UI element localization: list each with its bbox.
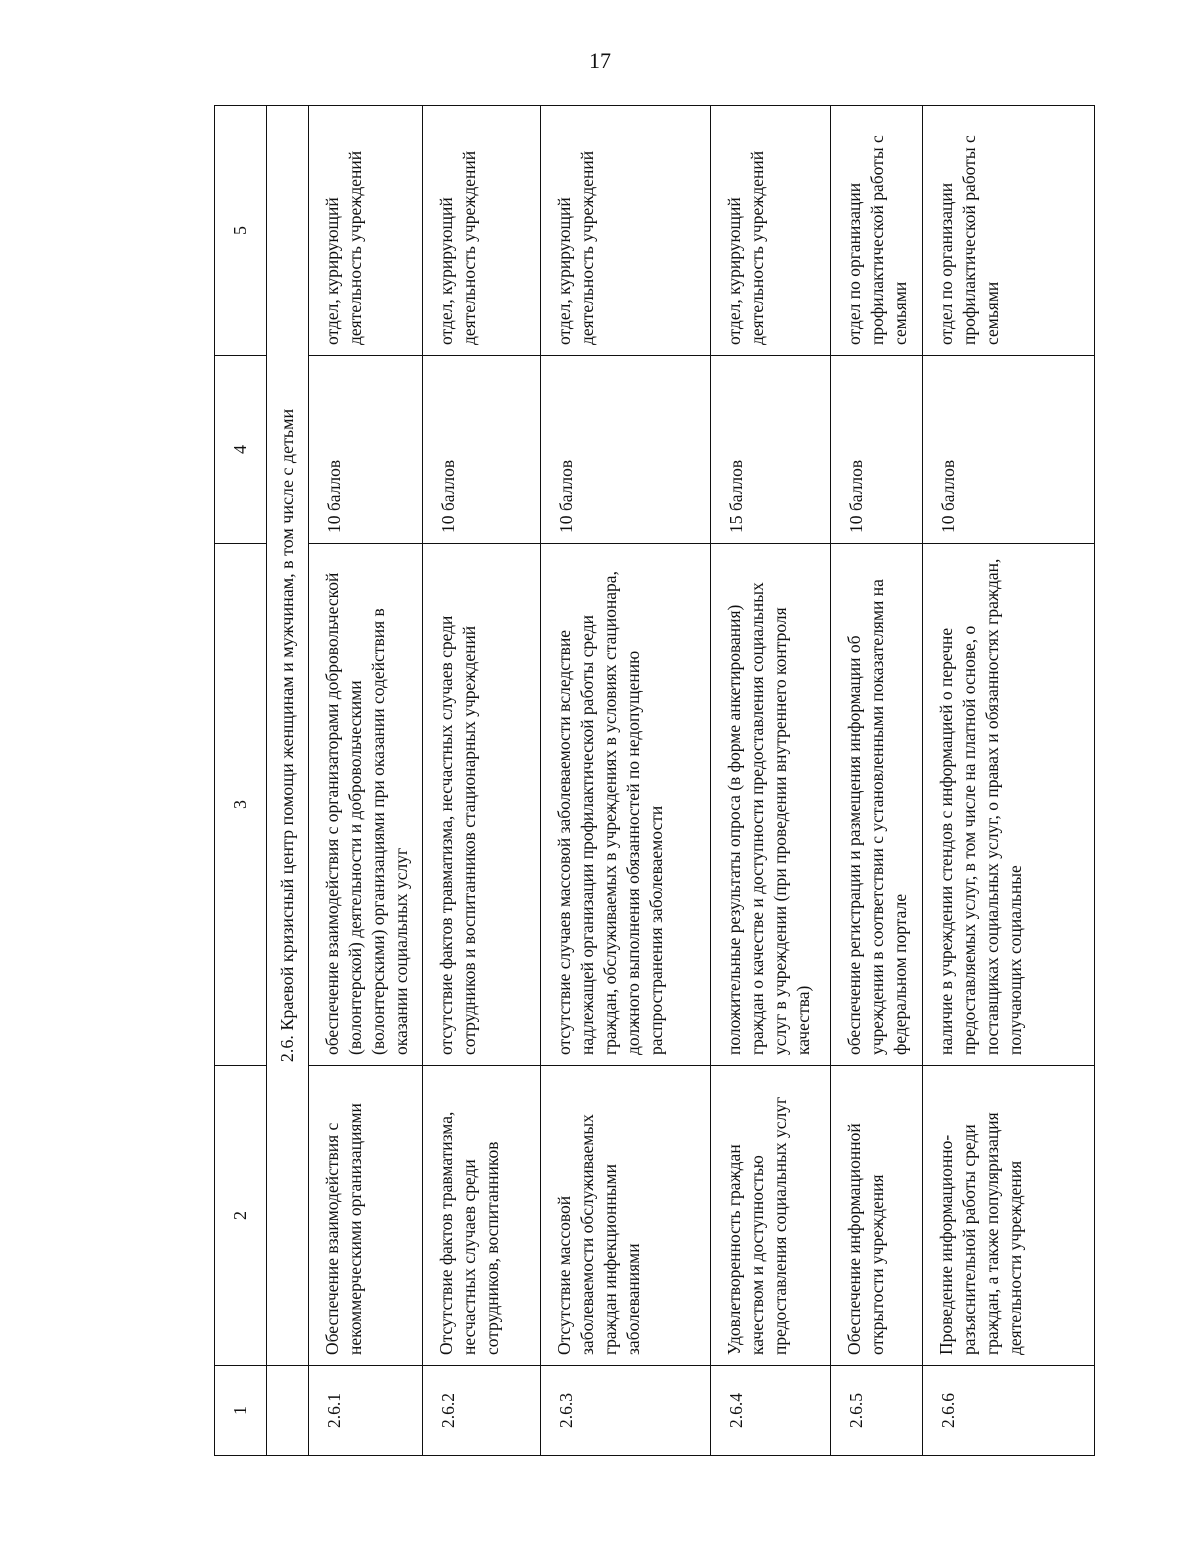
section-row	[267, 106, 309, 1456]
column-header-2: 2	[215, 1066, 267, 1366]
criterion-cell: обеспечение регистрации и размещения информации об учреждении в соответствии с установленными показателями на федеральном портале	[831, 544, 923, 1066]
row-number: 2.6.4	[711, 1366, 831, 1456]
indicator-cell: Отсутствие массовой заболеваемости обслуживаемых граждан инфекционными заболеваниями	[541, 1066, 711, 1366]
column-header-5: 5	[215, 106, 267, 356]
points-cell: 10 баллов	[309, 356, 423, 544]
row-number: 2.6.5	[831, 1366, 923, 1456]
column-header-3: 3	[215, 544, 267, 1066]
table-row	[541, 106, 711, 1456]
responsible-cell: отдел, курирующий деятельность учреждений	[309, 106, 423, 356]
responsible-cell: отдел, курирующий деятельность учреждений	[423, 106, 541, 356]
table-row	[711, 106, 831, 1456]
indicator-cell: Обеспечение информационной открытости учреждения	[831, 1066, 923, 1366]
indicator-cell: Проведение информационно-разъяснительной работы среди граждан, а также популяризация деятельности учреждения	[923, 1066, 1095, 1366]
points-cell: 10 баллов	[423, 356, 541, 544]
responsible-cell: отдел по организации профилактической работы с семьями	[923, 106, 1095, 356]
criteria-table	[214, 105, 1095, 1456]
indicator-cell: Обеспечение взаимодействия с некоммерческими организациями	[309, 1066, 423, 1366]
table-row	[423, 106, 541, 1456]
row-number: 2.6.3	[541, 1366, 711, 1456]
indicator-cell: Отсутствие фактов травматизма, несчастных случаев среди сотрудников, воспитанников	[423, 1066, 541, 1366]
indicator-cell: Удовлетворенность граждан качеством и доступностью предоставления социальных услуг	[711, 1066, 831, 1366]
points-cell: 10 баллов	[541, 356, 711, 544]
table-row	[923, 106, 1095, 1456]
points-cell: 10 баллов	[923, 356, 1095, 544]
responsible-cell: отдел по организации профилактической работы с семьями	[831, 106, 923, 356]
row-number: 2.6.2	[423, 1366, 541, 1456]
points-cell: 10 баллов	[831, 356, 923, 544]
criterion-cell: отсутствие случаев массовой заболеваемости вследствие надлежащей организации профилактической работы среди граждан, обслуживаемых в учреждениях в условиях стационара, должного выполнения обязанностей по недопущению распространения заболеваемости	[541, 544, 711, 1066]
criterion-cell: положительные результаты опроса (в форме анкетирования) граждан о качестве и доступности предоставления социальных услуг в учреждении (при проведении внутреннего контроля качества)	[711, 544, 831, 1066]
table-row	[831, 106, 923, 1456]
criterion-cell: наличие в учреждении стендов с информацией о перечне предоставляемых услуг, в том числе на платной основе, о поставщиках социальных услуг, о правах и обязанностях граждан, получающих социальные	[923, 544, 1095, 1066]
rotated-table-container	[214, 106, 1094, 1456]
criterion-cell: отсутствие фактов травматизма, несчастных случаев среди сотрудников и воспитанников стационарных учреждений	[423, 544, 541, 1066]
responsible-cell: отдел, курирующий деятельность учреждений	[711, 106, 831, 356]
responsible-cell: отдел, курирующий деятельность учреждений	[541, 106, 711, 356]
points-cell: 15 баллов	[711, 356, 831, 544]
criterion-cell: обеспечение взаимодействия с организаторами добровольческой (волонтерской) деятельности и добровольческими (волонтерскими) организациями при оказании содействия в оказании социальных услуг	[309, 544, 423, 1066]
page-number: 17	[589, 48, 611, 73]
row-number: 2.6.1	[309, 1366, 423, 1456]
row-number: 2.6.6	[923, 1366, 1095, 1456]
table-row	[309, 106, 423, 1456]
header-row	[215, 106, 267, 1456]
section-title: 2.6. Краевой кризисный центр помощи женщинам и мужчинам, в том числе с детьми	[267, 106, 309, 1366]
column-header-1: 1	[215, 1366, 267, 1456]
column-header-4: 4	[215, 356, 267, 544]
section-spacer	[267, 1366, 309, 1456]
